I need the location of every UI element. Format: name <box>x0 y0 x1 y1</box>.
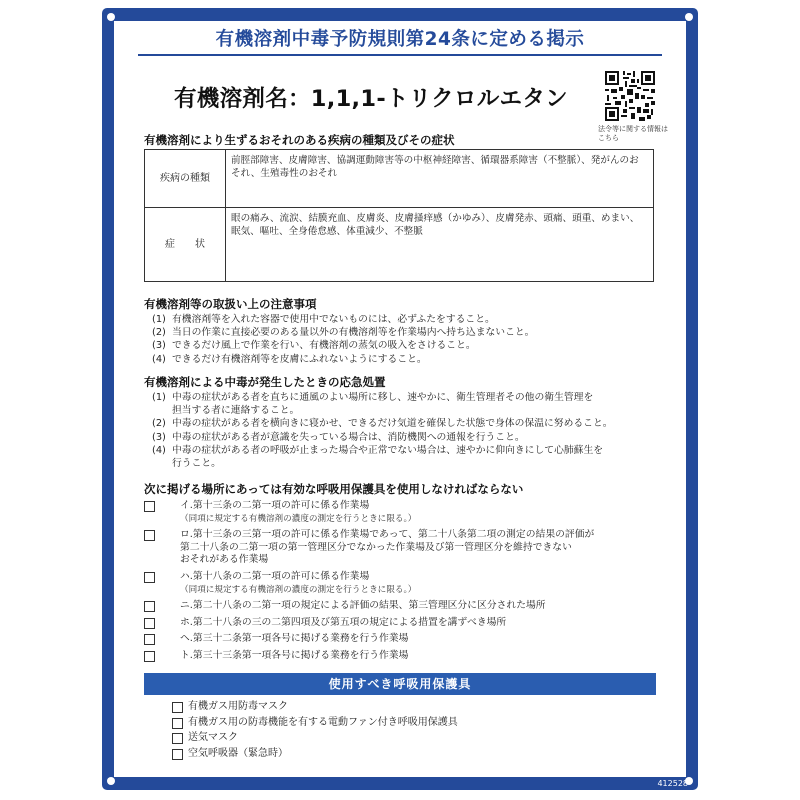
symptoms-value: 眼の痛み、流涙、結膜充血、皮膚炎、皮膚掻痒感（かゆみ）、皮膚発赤、頭痛、頭重、めまい、眠気、嘔吐、全身倦怠感、体重減少、不整脈 <box>226 208 654 282</box>
sign-board <box>102 8 698 790</box>
ppe-item: 有機ガス用防毒マスク <box>172 701 458 714</box>
respirator-places-heading: 次に掲げる場所にあっては有効な呼吸用保護具を使用しなければならない <box>144 482 524 496</box>
checkbox[interactable] <box>144 530 155 541</box>
ppe-list <box>172 701 458 763</box>
disease-type-value: 前脛部障害、皮膚障害、協調運動障害等の中枢神経障害、循環器系障害（不整脈）、発がんのおそれ、生殖毒性のおそれ <box>226 150 654 208</box>
checkbox[interactable] <box>144 634 155 645</box>
list-item-continuation: 行うこと。 <box>172 458 221 470</box>
list-item-continuation: 担当する者に連絡すること。 <box>172 405 300 417</box>
list-item: (4) 中毒の症状がある者の呼吸が止まった場合や正常でない場合は、速やかに仰向きにして心肺蘇生を <box>152 444 604 456</box>
checkbox[interactable] <box>172 718 183 729</box>
checkbox[interactable] <box>172 733 183 744</box>
product-code: 412528 <box>657 779 688 788</box>
qr-caption: 法令等に関する情報はこちら <box>598 125 668 142</box>
ppe-item: 送気マスク <box>172 732 458 745</box>
checklist-item-ha: ハ.第十八条の二第一項の許可に係る作業場 （同項に規定する有機溶剤の濃度の測定を行うときに限る。） <box>144 571 664 596</box>
list-item: (4) できるだけ有機溶剤等を皮膚にふれないようにすること。 <box>152 353 427 365</box>
sign-panel <box>114 21 686 777</box>
handling-list <box>152 313 534 366</box>
table-row <box>145 208 654 282</box>
checkbox[interactable] <box>144 618 155 629</box>
respirator-places-list <box>144 500 664 667</box>
checkbox[interactable] <box>172 702 183 713</box>
list-item: (3) 中毒の症状がある者が意識を失っている場合は、消防機関への通報を行うこと。 <box>152 431 525 443</box>
table-row <box>145 150 654 208</box>
checkbox[interactable] <box>144 572 155 583</box>
disease-table <box>144 149 654 282</box>
ppe-item: 空気呼吸器（緊急時） <box>172 748 458 761</box>
disease-type-label: 疾病の種類 <box>145 150 226 208</box>
sign-title: 有機溶剤中毒予防規則第24条に定める掲示 <box>215 29 585 50</box>
mounting-hole-bottom-left <box>107 777 115 785</box>
emergency-heading: 有機溶剤による中毒が発生したときの応急処置 <box>144 375 386 389</box>
checkbox[interactable] <box>172 749 183 760</box>
symptoms-label: 症 状 <box>145 208 226 282</box>
list-item: (2) 中毒の症状がある者を横向きに寝かせ、できるだけ気道を確保した状態で身体の保温に努めること。 <box>152 418 613 430</box>
checklist-item-he: ヘ.第三十二条第一項各号に掲げる業務を行う作業場 <box>144 633 664 646</box>
list-item: (2) 当日の作業に直接必要のある量以外の有機溶剤等を作業場内へ持ち込まないこと。 <box>152 327 535 339</box>
list-item: (1) 有機溶剤等を入れた容器で使用中でないものには、必ずふたをすること。 <box>152 314 495 325</box>
checkbox[interactable] <box>144 501 155 512</box>
checklist-item-ho: ホ.第二十八条の三の二第四項及び第五項の規定による措置を講ずべき場所 <box>144 617 664 630</box>
ppe-heading-bar: 使用すべき呼吸用保護具 <box>144 673 656 695</box>
list-item: (3) できるだけ風上で作業を行い、有機溶剤の蒸気の吸入をさけること。 <box>152 340 476 352</box>
checkbox[interactable] <box>144 651 155 662</box>
handling-heading: 有機溶剤等の取扱い上の注意事項 <box>144 297 317 311</box>
checklist-item-ro: ロ.第十三条の三第一項の許可に係る作業場であって、第二十八条第二項の測定の結果の評価が 第二十八条の二第一項の第一管理区分でなかった作業場及び第一管理区分を維持できない おそれがある作業場 <box>144 529 664 567</box>
qr-code-icon[interactable] <box>605 71 655 121</box>
mounting-hole-top-left <box>107 13 115 21</box>
emergency-list <box>152 391 613 470</box>
checklist-item-ni: ニ.第二十八条の二第一項の規定による評価の結果、第三管理区分に区分された場所 <box>144 600 664 613</box>
mounting-hole-top-right <box>685 13 693 21</box>
checkbox[interactable] <box>144 601 155 612</box>
solvent-name: 有機溶剤名：1,1,1-トリクロルエタン <box>174 86 568 112</box>
title-divider <box>138 54 662 56</box>
checklist-item-i: イ.第十三条の二第一項の許可に係る作業場 （同項に規定する有機溶剤の濃度の測定を行うときに限る。） <box>144 500 664 525</box>
checklist-item-to: ト.第三十三条第一項各号に掲げる業務を行う作業場 <box>144 650 664 663</box>
ppe-item: 有機ガス用の防毒機能を有する電動ファン付き呼吸用保護具 <box>172 717 458 730</box>
list-item: (1) 中毒の症状がある者を直ちに通風のよい場所に移し、速やかに、衛生管理者その他の衛生管理を <box>152 392 594 403</box>
disease-heading: 有機溶剤により生ずるおそれのある疾病の種類及びその症状 <box>144 133 455 147</box>
